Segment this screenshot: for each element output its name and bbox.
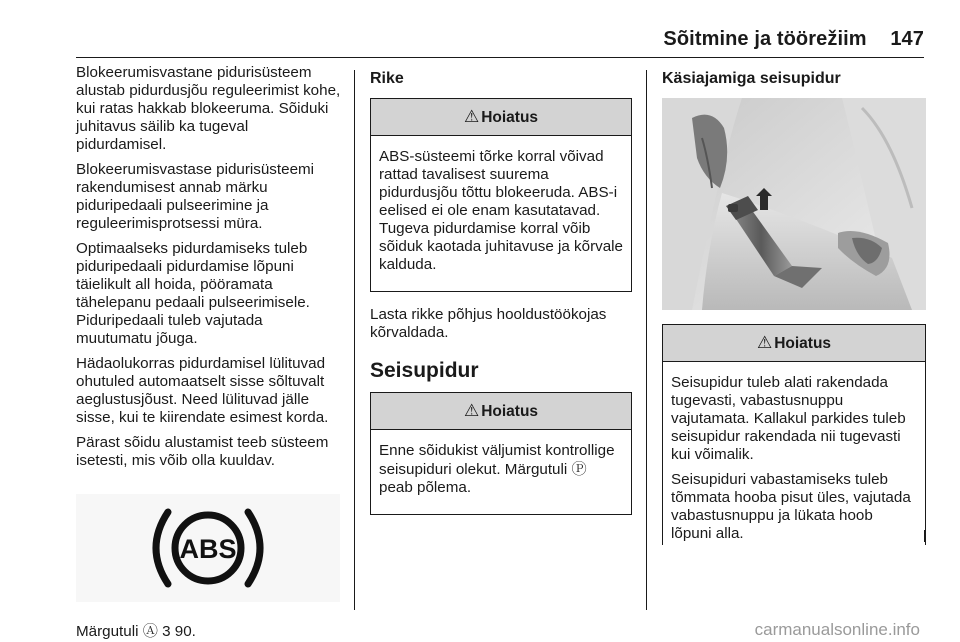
column-divider-middle — [646, 70, 647, 610]
caption-prefix: Märgutuli — [76, 623, 139, 640]
header-rule — [76, 57, 924, 58]
column-divider-left — [354, 70, 355, 610]
warning-triangle-icon: ⚠ — [463, 401, 480, 420]
warning-text: ABS-süsteemi tõrke korral võivad rattad tavalisest suurema pidurdusjõu tõttu blokeeruda. ABS-i eelised ei ole enam kasutatavad. Tugeva pidurdamise korral võib sõiduk kaotada juhitavuse ja kõrvale kalduda. — [379, 148, 623, 273]
paragraph: Blokeerumisvastane pidurisüsteem alustab pidurdusjõu reguleerimist kohe, kui ratas hakkab blokeeruma. Sõiduki juhitavus säilib ka tugeval pidurdamisel. — [76, 64, 341, 153]
handbrake-lever-illustration — [662, 98, 926, 310]
handbrake-photo — [662, 98, 926, 310]
warning-text-part: peab põlema. — [379, 479, 472, 496]
paragraph: Blokeerumisvastase pidurisüsteemi rakendumisest annab märku piduripedaali pulseerimine ja reguleerimisprotsessi müra. — [76, 161, 315, 232]
warning-box-abs — [370, 98, 632, 292]
warning-header — [371, 99, 631, 136]
column-1 — [76, 64, 342, 641]
warning-body — [663, 362, 925, 560]
warning-header — [371, 393, 631, 430]
seisupidur-heading: Seisupidur — [370, 359, 479, 382]
warning-box-parking-brake — [370, 392, 632, 515]
warning-label: Hoiatus — [774, 335, 832, 352]
paragraph: Optimaalseks pidurdamiseks tuleb piduripedaali pidurdamise lõpuni täielikult all hoida, pööramata tähelepanu pedaali pulseerimisele. Piduripedaali tuleb vajutada muutumatu jõuga. — [76, 240, 310, 347]
warning-label: Hoiatus — [481, 403, 539, 420]
handbrake-heading: Käsiajamiga seisupidur — [662, 70, 841, 87]
abs-warning-light-illustration — [76, 494, 340, 602]
warning-text: Seisupidur tuleb alati rakendada tugevasti, vabastusnuppu vajutamata. Kallakul parkides tuleb seisupidur rakendada nii tugevasti kui võimalik. — [671, 374, 906, 463]
watermark: carmanualsonline.info — [754, 620, 920, 639]
warning-triangle-icon: ⚠ — [756, 333, 773, 352]
column-3 — [662, 64, 926, 545]
page-reference[interactable]: 3 90. — [162, 623, 196, 640]
warning-body — [371, 136, 631, 291]
abs-icon-label: ABS — [179, 534, 237, 564]
warning-label: Hoiatus — [481, 109, 539, 126]
parking-brake-inline-icon: Ⓟ — [571, 460, 587, 478]
abs-icon — [76, 494, 340, 602]
warning-text — [379, 442, 623, 497]
column-2 — [370, 64, 632, 529]
abs-inline-icon: Ⓐ — [142, 622, 158, 640]
rike-heading: Rike — [370, 70, 404, 87]
abs-caption — [76, 622, 342, 641]
warning-text: Seisupiduri vabastamiseks tuleb tõmmata hooba pisut üles, vajutada vabastusnuppu ja lükata hoob lõpuni alla. — [671, 471, 911, 542]
page-header — [663, 28, 924, 51]
rike-paragraph: Lasta rikke põhjus hooldustöökojas kõrvaldada. — [370, 306, 607, 341]
warning-box-handbrake — [662, 324, 926, 545]
warning-triangle-icon: ⚠ — [463, 107, 480, 126]
chapter-title: Sõitmine ja töörežiim — [663, 28, 867, 50]
warning-body — [371, 430, 631, 514]
warning-text-part: Enne sõidukist väljumist kontrollige seisupiduri olekut. Märgutuli — [379, 442, 615, 478]
paragraph: Hädaolukorras pidurdamisel lülituvad ohutuled automaatselt sisse sõltuvalt aeglustusjõust. Need lülituvad jälle sisse, kui te kiirendate esimest korda. — [76, 355, 329, 426]
page-number: 147 — [890, 28, 924, 50]
paragraph: Pärast sõidu alustamist teeb süsteem isetesti, mis võib olla kuuldav. — [76, 434, 329, 469]
warning-header — [663, 325, 925, 362]
